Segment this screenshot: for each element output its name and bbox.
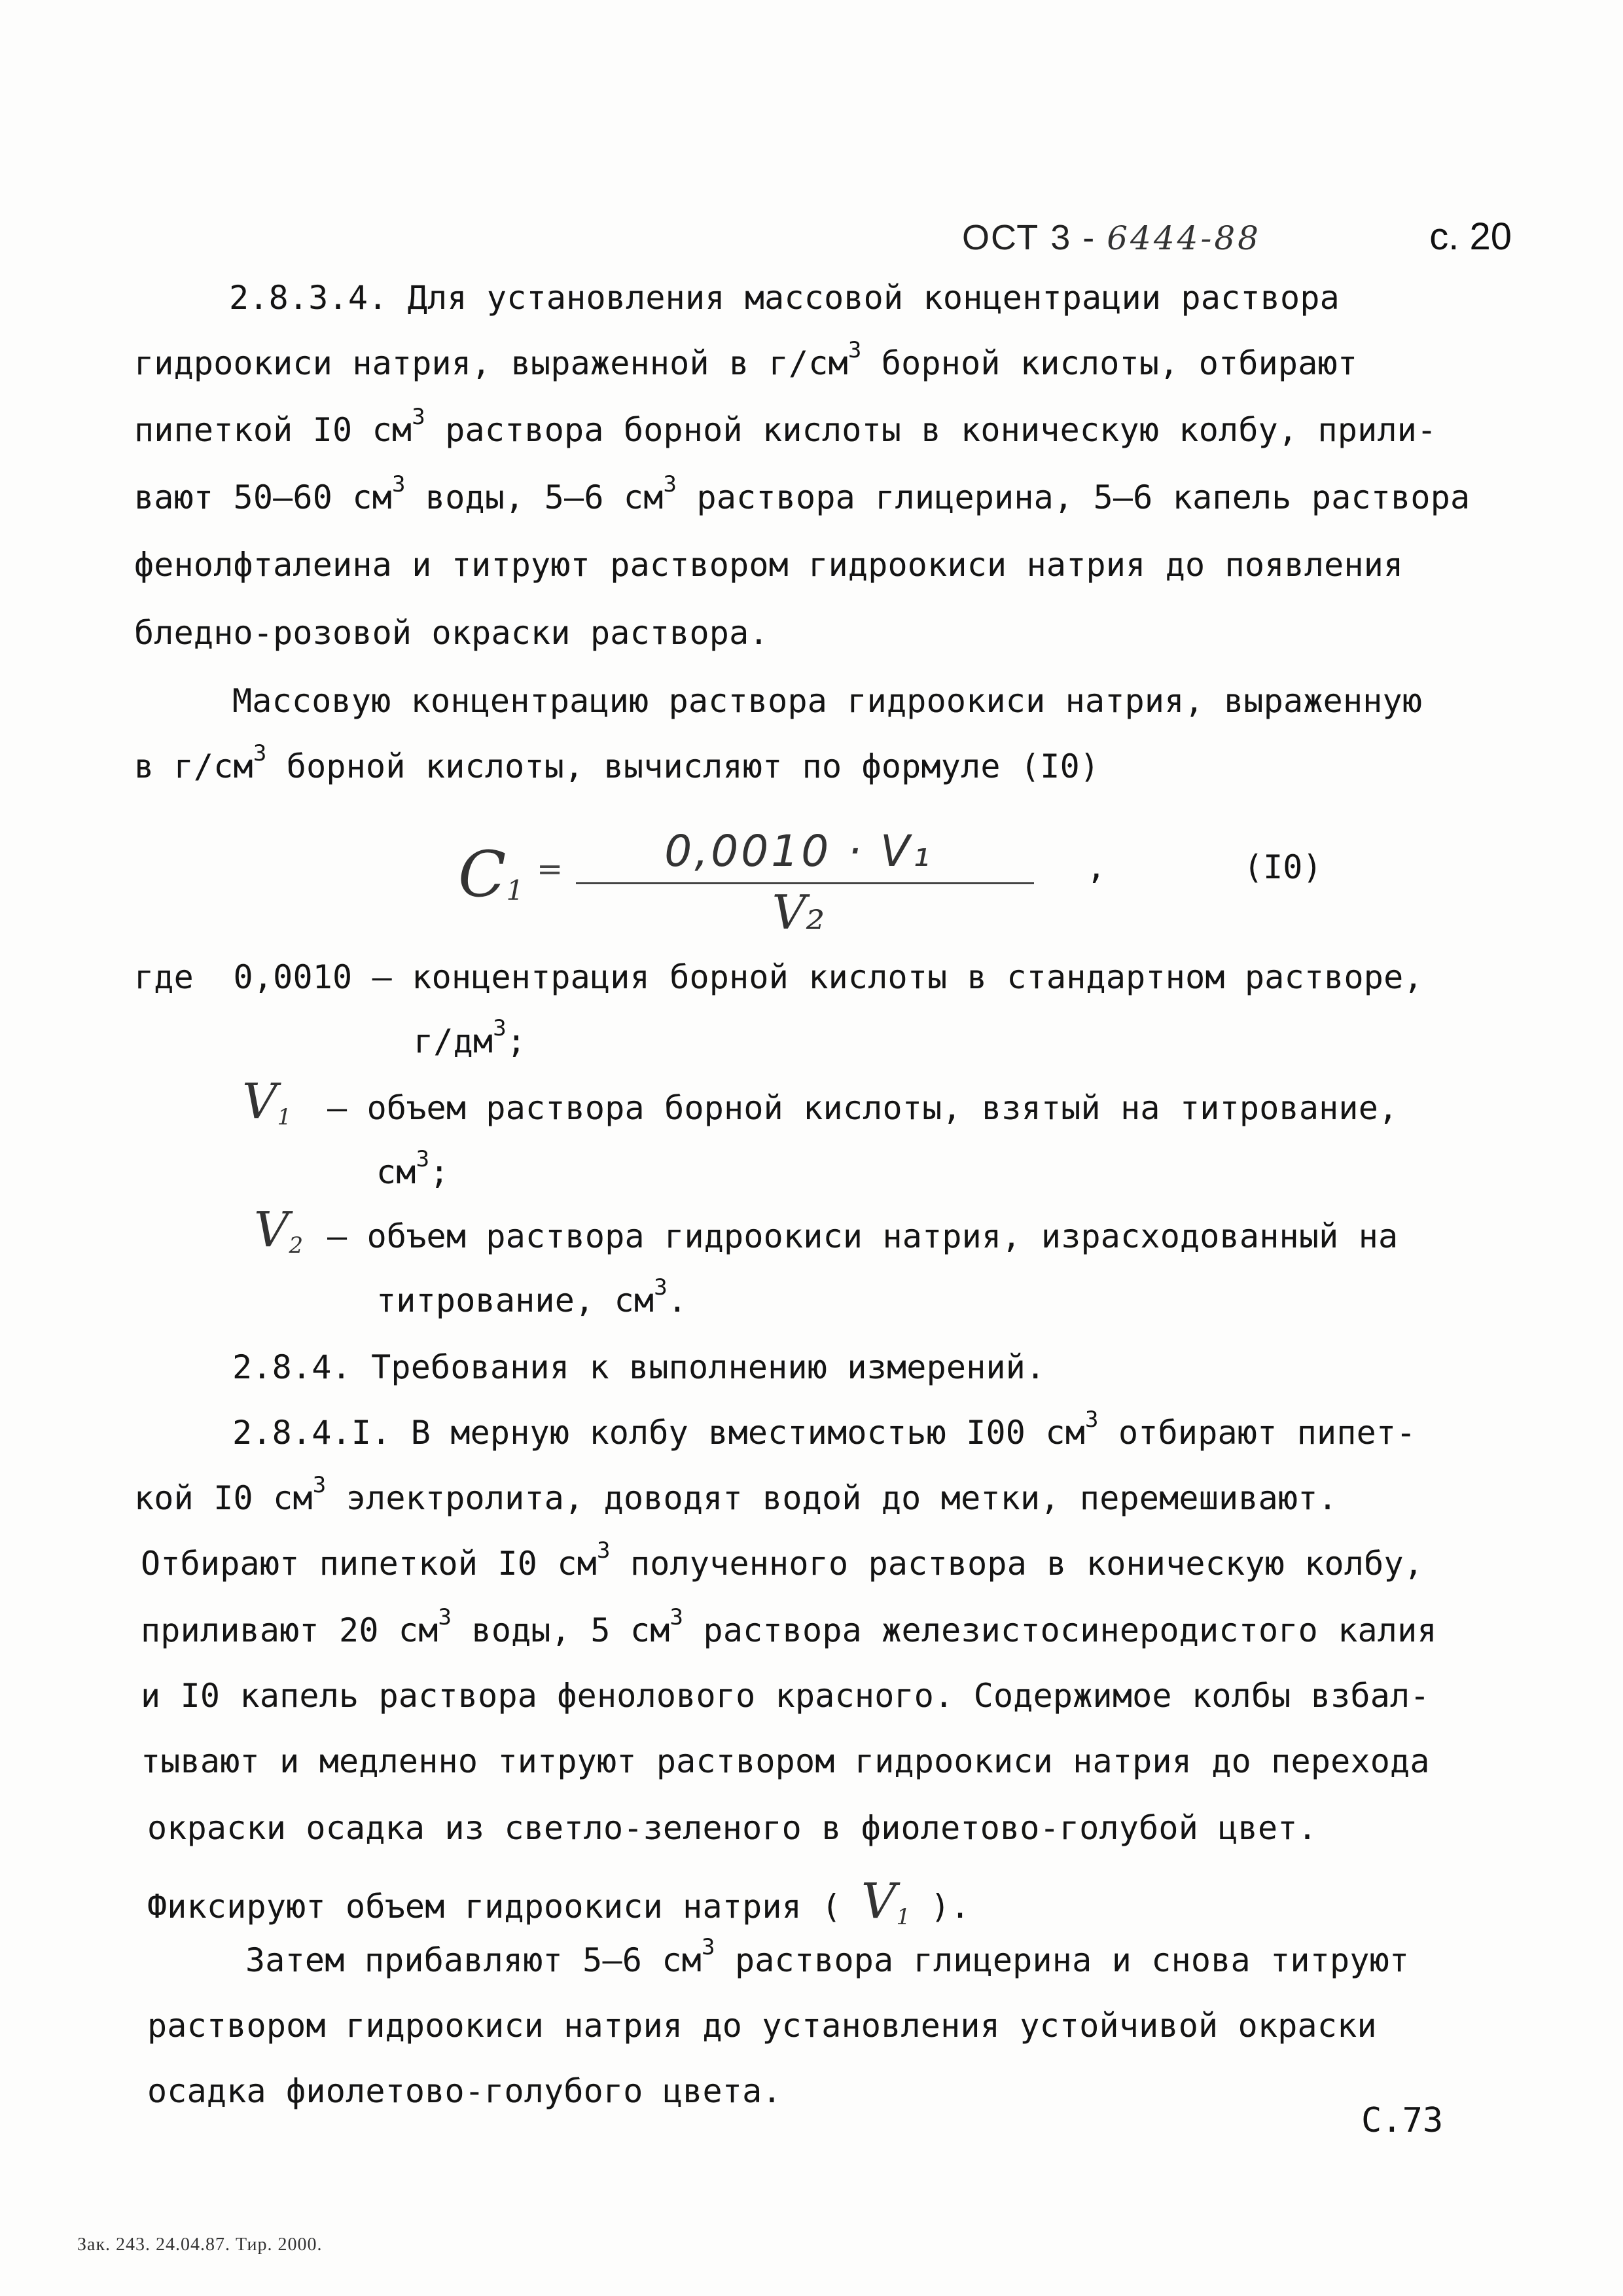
text-line: и I0 капель раствора фенолового красного. Содержимое колбы взбал- <box>141 1677 1430 1715</box>
text-line: Отбирают пипеткой I0 $см^3$ полученного раствора в коническую колбу, <box>141 1537 1424 1583</box>
text-line: гидроокиси натрия, выраженной в $г/см^3$ борной кислоты, отбирают <box>134 337 1358 382</box>
v1-symbol: $V_1$ <box>861 1873 911 1930</box>
text-line: 2.8.4.I. В мерную колбу вместимостью I00 $см^3$ отбирают пипет- <box>232 1407 1416 1452</box>
text-line: Массовую концентрацию раствора гидроокиси натрия, выраженную <box>232 682 1423 720</box>
v2-symbol: $V_2$ <box>254 1202 304 1259</box>
text-line: раствором гидроокиси натрия до установления устойчивой окраски <box>147 2007 1377 2045</box>
v1-symbol: $V_1$ <box>242 1073 292 1130</box>
text-line: пипеткой I0 $см^3$ раствора борной кислоты в коническую колбу, прили- <box>134 404 1437 449</box>
definition-v2 <box>254 1202 303 1259</box>
formula-equals: = <box>537 851 563 888</box>
definition-v1-unit: $см^3$; <box>376 1146 450 1191</box>
formula-10 <box>432 812 1381 949</box>
formula-denominator: V₂ <box>772 885 825 940</box>
formula-numerator: 0,0010 · V₁ <box>664 826 933 876</box>
formula-lhs: $C_1$ <box>458 838 524 911</box>
text-line: Затем прибавляют 5–6 $см^3$ раствора глицерина и снова титруют <box>245 1934 1410 1979</box>
page-number: с. 20 <box>1429 215 1512 258</box>
text-line: тывают и медленно титруют раствором гидроокиси натрия до перехода <box>141 1742 1430 1780</box>
definition-v1-text: – объем раствора борной кислоты, взятый на титрование, <box>327 1089 1399 1127</box>
page-reference: С.73 <box>1361 2101 1444 2140</box>
text-line: осадка фиолетово-голубого цвета. <box>147 2072 782 2110</box>
page-header <box>942 208 1518 267</box>
text-line: фенолфталеина и титруют раствором гидроокиси натрия до появления <box>134 546 1404 584</box>
text-line: бледно-розовой окраски раствора. <box>134 614 769 652</box>
definition-v2-text: – объем раствора гидроокиси натрия, израсходованный на <box>327 1217 1399 1255</box>
text-line: 2.8.3.4. Для установления массовой концентрации раствора <box>229 279 1340 317</box>
section-heading: 2.8.4. Требования к выполнению измерений. <box>232 1348 1046 1386</box>
text-line-fix: Фиксируют объем гидроокиси натрия ( $V_1$ ). <box>147 1873 971 1930</box>
text-line: приливают 20 $см^3$ воды, 5 $см^3$ раствора железистосинеродистого калия <box>141 1604 1437 1649</box>
standard-number: ОСТ 3 - 6444-88 <box>962 218 1261 257</box>
definition-v2-unit: титрование, $см^3$. <box>376 1274 688 1319</box>
formula-number: (I0) <box>1243 848 1323 886</box>
text-line: окраски осадка из светло-зеленого в фиолетово-голубой цвет. <box>147 1809 1317 1847</box>
definition-c-unit: $г/дм^3$; <box>414 1015 527 1060</box>
fraction-bar <box>576 882 1034 884</box>
definition-c: где 0,0010 – концентрация борной кислоты в стандартном растворе, <box>134 958 1423 996</box>
formula-comma: , <box>1086 848 1107 886</box>
text-line: вают 50–60 $см^3$ воды, 5–6 $см^3$ раствора глицерина, 5–6 капель раствора <box>134 471 1471 516</box>
text-line: кой I0 $см^3$ электролита, доводят водой до метки, перемешивают. <box>134 1472 1338 1517</box>
definition-v1 <box>242 1073 291 1130</box>
print-footer: Зак. 243. 24.04.87. Тир. 2000. <box>77 2234 323 2255</box>
text-line: в $г/см^3$ борной кислоты, вычисляют по формуле (I0) <box>134 740 1100 785</box>
